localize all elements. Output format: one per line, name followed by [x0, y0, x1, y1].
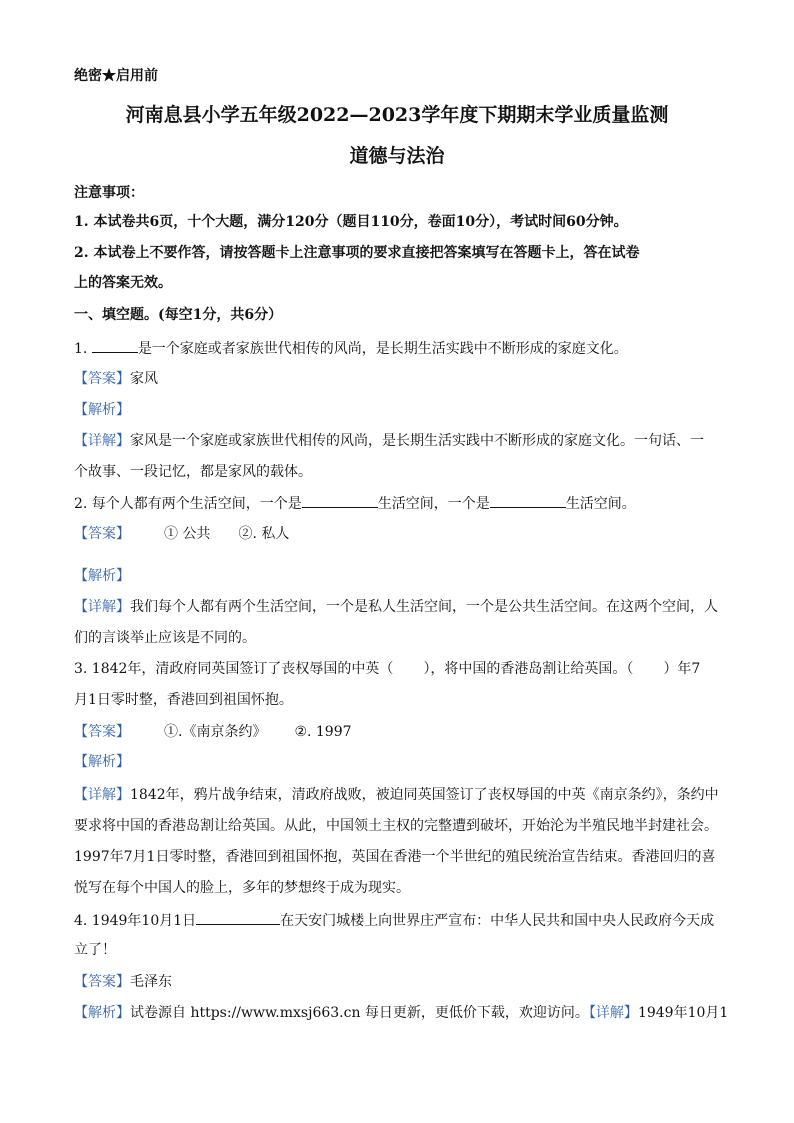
q2-detail — [74, 597, 718, 617]
answer-1: ① 公共 — [164, 526, 211, 542]
question-2 — [74, 493, 636, 514]
question-text: 生活空间。 — [565, 496, 636, 512]
question-text: ）年7 — [663, 661, 701, 677]
detail-label: 【详解】 — [74, 433, 130, 449]
q4-analysis — [74, 1003, 728, 1023]
answer-text: 毛泽东 — [130, 974, 172, 990]
exam-title: 河南息县小学五年级2022—2023学年度下期期末学业质量监测 — [125, 104, 669, 126]
question-number: 1. — [74, 341, 88, 357]
detail-label: 【详解】 — [74, 599, 130, 615]
q4-answer — [74, 972, 172, 992]
answer-2: ②. 私人 — [238, 526, 290, 542]
question-1 — [74, 338, 628, 359]
question-text: 是一个家庭或者家族世代相传的风尚，是长期生活实践中不断形成的家庭文化。 — [137, 341, 628, 357]
q3-answer — [74, 722, 352, 742]
source-note: 试卷源自 https://www.mxsj663.cn 每日更新，更低价下载，欢迎访问。 — [130, 1005, 589, 1021]
answer-2: ②. 1997 — [294, 724, 352, 740]
subject-title: 道德与法治 — [349, 145, 445, 167]
q3-detail-4: 悦写在每个中国人的脸上，多年的梦想终于成为现实。 — [74, 880, 410, 896]
detail-label: 【详解】 — [588, 1005, 638, 1021]
notes-item-2-cont: 上的答案无效。 — [74, 275, 172, 291]
question-text: 2. 每个人都有两个生活空间，一个是 — [74, 496, 302, 512]
answer-label: 【答案】 — [74, 371, 130, 387]
q3-analysis-label: 【解析】 — [74, 754, 130, 770]
question-4 — [74, 910, 714, 931]
secret-label: 绝密★启用前 — [74, 68, 158, 84]
notes-item-2: 2. 本试卷上不要作答，请按答题卡上注意事项的要求直接把答案填写在答题卡上，答在试卷 — [74, 245, 640, 261]
q3-detail — [74, 785, 719, 805]
answer-blank — [92, 338, 138, 353]
q1-analysis-label: 【解析】 — [74, 402, 130, 418]
answer-1: ①.《南京条约》 — [164, 724, 267, 740]
q1-answer — [74, 369, 158, 389]
question-3 — [74, 659, 700, 679]
detail-text: 1949年10月1 — [637, 1005, 729, 1021]
answer-text: 家风 — [130, 371, 158, 387]
question-3-cont: 月1日零时整，香港回到祖国怀抱。 — [74, 692, 293, 708]
question-text: 在天安门城楼上向世界庄严宣布：中华人民共和国中央人民政府今天成 — [280, 913, 715, 929]
question-text: ），将中国的香港岛割让给英国。（ — [423, 661, 634, 677]
q1-detail — [74, 431, 704, 451]
detail-text: 我们每个人都有两个生活空间，一个是私人生活空间，一个是公共生活空间。在这两个空间，人 — [130, 599, 718, 615]
detail-label: 【详解】 — [74, 787, 130, 803]
detail-text: 1842年，鸦片战争结束，清政府战败，被迫同英国签订了丧权辱国的中英《南京条约》，条约中 — [130, 787, 719, 803]
answer-label: 【答案】 — [74, 724, 130, 740]
answer-label: 【答案】 — [74, 526, 130, 542]
answer-blank — [490, 493, 566, 508]
question-text: 4. 1949年10月1日 — [74, 913, 197, 929]
q3-detail-2: 要求将中国的香港岛割让给英国。从此，中国领土主权的完整遭到破坏，开始沦为半殖民地半封建社会。 — [74, 818, 718, 834]
section-heading: 一、填空题。(每空1分，共6分） — [74, 307, 283, 323]
analysis-label: 【解析】 — [74, 1005, 130, 1021]
q3-detail-3: 1997年7月1日零时整，香港回到祖国怀抱，英国在香港一个半世纪的殖民统治宣告结束。香港回归的喜 — [74, 849, 716, 865]
q2-detail-cont: 们的言谈举止应该是不同的。 — [74, 630, 256, 646]
question-4-cont: 立了！ — [74, 942, 116, 958]
notes-heading: 注意事项： — [74, 185, 144, 201]
answer-blank — [196, 910, 280, 925]
answer-label: 【答案】 — [74, 974, 130, 990]
notes-item-1: 1. 本试卷共6页，十个大题，满分120分（题目110分，卷面10分），考试时间60分钟。 — [74, 214, 628, 230]
answer-blank — [302, 493, 378, 508]
q1-detail-cont: 个故事、一段记忆，都是家风的载体。 — [74, 464, 312, 480]
question-text: 3. 1842年，清政府同英国签订了丧权辱国的中英（ — [74, 661, 394, 677]
q2-analysis-label: 【解析】 — [74, 568, 130, 584]
question-text: 生活空间，一个是 — [377, 496, 490, 512]
q2-answer — [74, 524, 289, 544]
detail-text: 家风是一个家庭或家族世代相传的风尚，是长期生活实践中不断形成的家庭文化。一句话、一 — [130, 433, 704, 449]
